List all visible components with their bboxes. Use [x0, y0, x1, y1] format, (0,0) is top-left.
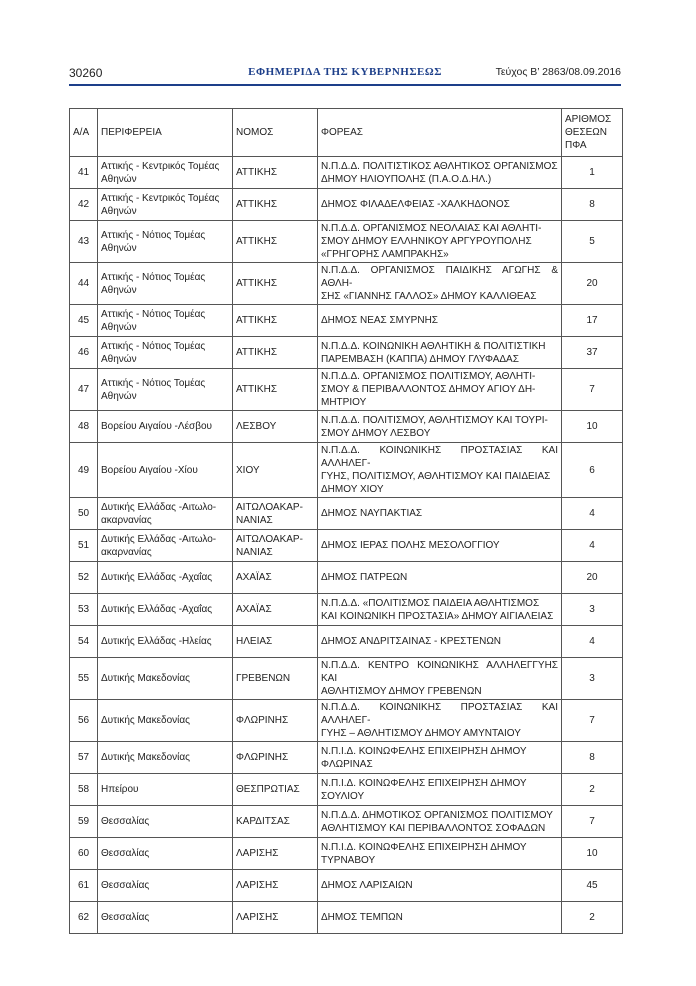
- table-row: [70, 806, 623, 838]
- table-body: [70, 157, 623, 934]
- table-row: [70, 742, 623, 774]
- cell-periferia: Θεσσαλίας: [98, 806, 233, 838]
- table-row: [70, 626, 623, 658]
- column-header-periferia: ΠΕΡΙΦΕΡΕΙΑ: [98, 109, 233, 157]
- cell-nomos: ΑΧΑΪΑΣ: [233, 594, 318, 626]
- cell-theseis: 7: [562, 806, 623, 838]
- cell-aa: 42: [70, 189, 98, 221]
- cell-theseis: 45: [562, 870, 623, 902]
- cell-nomos: ΘΕΣΠΡΩΤΙΑΣ: [233, 774, 318, 806]
- column-header-theseis: ΑΡΙΘΜΟΣ ΘΕΣΕΩΝ ΠΦΑ: [562, 109, 623, 157]
- cell-foreas: Ν.Π.Δ.Δ. ΠΟΛΙΤΙΣΜΟΥ, ΑΘΛΗΤΙΣΜΟΥ ΚΑΙ ΤΟΥΡΙ- ΣΜΟΥ ΔΗΜΟΥ ΛΕΣΒΟΥ: [318, 411, 562, 443]
- cell-aa: 50: [70, 498, 98, 530]
- table-row: [70, 337, 623, 369]
- column-header-foreas: ΦΟΡΕΑΣ: [318, 109, 562, 157]
- cell-periferia: Δυτικής Μακεδονίας: [98, 658, 233, 700]
- cell-periferia: Αττικής - Κεντρικός Τομέας Αθηνών: [98, 189, 233, 221]
- table-row: [70, 189, 623, 221]
- cell-theseis: 5: [562, 221, 623, 263]
- table-row: [70, 700, 623, 742]
- cell-aa: 59: [70, 806, 98, 838]
- cell-aa: 52: [70, 562, 98, 594]
- cell-aa: 58: [70, 774, 98, 806]
- table-row: [70, 157, 623, 189]
- cell-periferia: Ηπείρου: [98, 774, 233, 806]
- cell-theseis: 4: [562, 530, 623, 562]
- cell-aa: 47: [70, 369, 98, 411]
- cell-periferia: Δυτικής Ελλάδας -Αχαΐας: [98, 562, 233, 594]
- cell-foreas: Ν.Π.Δ.Δ. ΚΟΙΝΩΝΙΚΗΣ ΠΡΟΣΤΑΣΙΑΣ ΚΑΙ ΑΛΛΗΛΕΓ- ΓΥΗΣ, ΠΟΛΙΤΙΣΜΟΥ, ΑΘΛΗΤΙΣΜΟΥ ΚΑΙ ΠΑΙΔΕΙΑΣ ΔΗΜΟΥ ΧΙΟΥ: [318, 443, 562, 498]
- table-row: [70, 594, 623, 626]
- cell-foreas: Ν.Π.Δ.Δ. ΚΕΝΤΡΟ ΚΟΙΝΩΝΙΚΗΣ ΑΛΛΗΛΕΓΓΥΗΣ ΚΑΙ ΑΘΛΗΤΙΣΜΟΥ ΔΗΜΟΥ ΓΡΕΒΕΝΩΝ: [318, 658, 562, 700]
- cell-nomos: ΛΑΡΙΣΗΣ: [233, 902, 318, 934]
- cell-aa: 48: [70, 411, 98, 443]
- cell-foreas: Ν.Π.Δ.Δ. ΔΗΜΟΤΙΚΟΣ ΟΡΓΑΝΙΣΜΟΣ ΠΟΛΙΤΙΣΜΟΥ ΑΘΛΗΤΙΣΜΟΥ ΚΑΙ ΠΕΡΙΒΑΛΛΟΝΤΟΣ ΣΟΦΑΔΩΝ: [318, 806, 562, 838]
- table-row: [70, 498, 623, 530]
- cell-foreas: Ν.Π.Δ.Δ. ΟΡΓΑΝΙΣΜΟΣ ΝΕΟΛΑΙΑΣ ΚΑΙ ΑΘΛΗΤΙ- ΣΜΟΥ ΔΗΜΟΥ ΕΛΛΗΝΙΚΟΥ ΑΡΓΥΡΟΥΠΟΛΗΣ «ΓΡΗΓΟΡΗΣ ΛΑΜΠΡΑΚΗΣ»: [318, 221, 562, 263]
- cell-periferia: Θεσσαλίας: [98, 902, 233, 934]
- table-row: [70, 443, 623, 498]
- table-row: [70, 530, 623, 562]
- cell-periferia: Αττικής - Νότιος Τομέας Αθηνών: [98, 337, 233, 369]
- cell-theseis: 7: [562, 700, 623, 742]
- cell-aa: 61: [70, 870, 98, 902]
- cell-foreas: ΔΗΜΟΣ ΝΕΑΣ ΣΜΥΡΝΗΣ: [318, 305, 562, 337]
- cell-nomos: ΓΡΕΒΕΝΩΝ: [233, 658, 318, 700]
- table-row: [70, 658, 623, 700]
- cell-aa: 57: [70, 742, 98, 774]
- cell-aa: 45: [70, 305, 98, 337]
- cell-theseis: 1: [562, 157, 623, 189]
- cell-aa: 49: [70, 443, 98, 498]
- cell-periferia: Δυτικής Μακεδονίας: [98, 742, 233, 774]
- cell-nomos: ΑΧΑΪΑΣ: [233, 562, 318, 594]
- cell-theseis: 20: [562, 263, 623, 305]
- cell-theseis: 7: [562, 369, 623, 411]
- table-row: [70, 838, 623, 870]
- cell-periferia: Αττικής - Νότιος Τομέας Αθηνών: [98, 369, 233, 411]
- issue-reference: Τεύχος Β’ 2863/08.09.2016: [495, 66, 621, 78]
- cell-foreas: ΔΗΜΟΣ ΤΕΜΠΩΝ: [318, 902, 562, 934]
- cell-foreas: ΔΗΜΟΣ ΠΑΤΡΕΩΝ: [318, 562, 562, 594]
- table-row: [70, 774, 623, 806]
- cell-foreas: Ν.Π.Ι.Δ. ΚΟΙΝΩΦΕΛΗΣ ΕΠΙΧΕΙΡΗΣΗ ΔΗΜΟΥ ΤΥΡΝΑΒΟΥ: [318, 838, 562, 870]
- cell-theseis: 2: [562, 902, 623, 934]
- cell-nomos: ΑΙΤΩΛΟΑΚΑΡ- ΝΑΝΙΑΣ: [233, 498, 318, 530]
- table-header-row: [70, 109, 623, 157]
- cell-foreas: Ν.Π.Ι.Δ. ΚΟΙΝΩΦΕΛΗΣ ΕΠΙΧΕΙΡΗΣΗ ΔΗΜΟΥ ΣΟΥΛΙΟΥ: [318, 774, 562, 806]
- header-rule: [69, 84, 621, 86]
- cell-periferia: Δυτικής Ελλάδας -Αιτωλο- ακαρνανίας: [98, 498, 233, 530]
- cell-theseis: 3: [562, 658, 623, 700]
- cell-nomos: ΗΛΕΙΑΣ: [233, 626, 318, 658]
- table-row: [70, 221, 623, 263]
- cell-periferia: Θεσσαλίας: [98, 870, 233, 902]
- cell-foreas: Ν.Π.Δ.Δ. ΚΟΙΝΩΝΙΚΗ ΑΘΛΗΤΙΚΗ & ΠΟΛΙΤΙΣΤΙΚΗ ΠΑΡΕΜΒΑΣΗ (ΚΑΠΠΑ) ΔΗΜΟΥ ΓΛΥΦΑΔΑΣ: [318, 337, 562, 369]
- cell-nomos: ΑΤΤΙΚΗΣ: [233, 263, 318, 305]
- cell-theseis: 17: [562, 305, 623, 337]
- cell-nomos: ΛΑΡΙΣΗΣ: [233, 870, 318, 902]
- table-row: [70, 305, 623, 337]
- journal-title: ΕΦΗΜΕΡΙΔΑ ΤΗΣ ΚΥΒΕΡΝΗΣΕΩΣ: [248, 66, 442, 78]
- cell-periferia: Αττικής - Νότιος Τομέας Αθηνών: [98, 221, 233, 263]
- table-row: [70, 902, 623, 934]
- column-header-nomos: ΝΟΜΟΣ: [233, 109, 318, 157]
- cell-nomos: ΦΛΩΡΙΝΗΣ: [233, 700, 318, 742]
- page-header: [69, 66, 621, 84]
- cell-periferia: Θεσσαλίας: [98, 838, 233, 870]
- cell-theseis: 8: [562, 742, 623, 774]
- cell-periferia: Βορείου Αιγαίου -Λέσβου: [98, 411, 233, 443]
- column-header-aa: Α/Α: [70, 109, 98, 157]
- cell-periferia: Αττικής - Νότιος Τομέας Αθηνών: [98, 263, 233, 305]
- cell-foreas: ΔΗΜΟΣ ΙΕΡΑΣ ΠΟΛΗΣ ΜΕΣΟΛΟΓΓΙΟΥ: [318, 530, 562, 562]
- cell-aa: 56: [70, 700, 98, 742]
- cell-nomos: ΑΤΤΙΚΗΣ: [233, 157, 318, 189]
- cell-theseis: 8: [562, 189, 623, 221]
- cell-theseis: 6: [562, 443, 623, 498]
- cell-periferia: Αττικής - Νότιος Τομέας Αθηνών: [98, 305, 233, 337]
- cell-foreas: Ν.Π.Δ.Δ. «ΠΟΛΙΤΙΣΜΟΣ ΠΑΙΔΕΙΑ ΑΘΛΗΤΙΣΜΟΣ ΚΑΙ ΚΟΙΝΩΝΙΚΗ ΠΡΟΣΤΑΣΙΑ» ΔΗΜΟΥ ΑΙΓΙΑΛΕΙΑΣ: [318, 594, 562, 626]
- cell-theseis: 10: [562, 838, 623, 870]
- cell-aa: 51: [70, 530, 98, 562]
- cell-nomos: ΚΑΡΔΙΤΣΑΣ: [233, 806, 318, 838]
- cell-theseis: 20: [562, 562, 623, 594]
- cell-aa: 54: [70, 626, 98, 658]
- cell-periferia: Δυτικής Ελλάδας -Αιτωλο- ακαρνανίας: [98, 530, 233, 562]
- cell-periferia: Αττικής - Κεντρικός Τομέας Αθηνών: [98, 157, 233, 189]
- cell-periferia: Δυτικής Μακεδονίας: [98, 700, 233, 742]
- table-row: [70, 263, 623, 305]
- table-row: [70, 411, 623, 443]
- cell-aa: 43: [70, 221, 98, 263]
- cell-aa: 62: [70, 902, 98, 934]
- cell-nomos: ΦΛΩΡΙΝΗΣ: [233, 742, 318, 774]
- table-row: [70, 870, 623, 902]
- cell-periferia: Δυτικής Ελλάδας -Αχαΐας: [98, 594, 233, 626]
- cell-foreas: Ν.Π.Δ.Δ. ΟΡΓΑΝΙΣΜΟΣ ΠΟΛΙΤΙΣΜΟΥ, ΑΘΛΗΤΙ- ΣΜΟΥ & ΠΕΡΙΒΑΛΛΟΝΤΟΣ ΔΗΜΟΥ ΑΓΙΟΥ ΔΗ- ΜΗΤΡΙΟΥ: [318, 369, 562, 411]
- cell-nomos: ΑΙΤΩΛΟΑΚΑΡ- ΝΑΝΙΑΣ: [233, 530, 318, 562]
- cell-theseis: 37: [562, 337, 623, 369]
- cell-periferia: Δυτικής Ελλάδας -Ηλείας: [98, 626, 233, 658]
- cell-theseis: 2: [562, 774, 623, 806]
- cell-foreas: Ν.Π.Δ.Δ. ΟΡΓΑΝΙΣΜΟΣ ΠΑΙΔΙΚΗΣ ΑΓΩΓΗΣ & ΑΘΛΗ- ΣΗΣ «ΓΙΑΝΝΗΣ ΓΑΛΛΟΣ» ΔΗΜΟΥ ΚΑΛΛΙΘΕΑΣ: [318, 263, 562, 305]
- table-row: [70, 562, 623, 594]
- cell-foreas: Ν.Π.Ι.Δ. ΚΟΙΝΩΦΕΛΗΣ ΕΠΙΧΕΙΡΗΣΗ ΔΗΜΟΥ ΦΛΩΡΙΝΑΣ: [318, 742, 562, 774]
- cell-nomos: ΑΤΤΙΚΗΣ: [233, 369, 318, 411]
- cell-foreas: ΔΗΜΟΣ ΑΝΔΡΙΤΣΑΙΝΑΣ - ΚΡΕΣΤΕΝΩΝ: [318, 626, 562, 658]
- cell-theseis: 10: [562, 411, 623, 443]
- cell-periferia: Βορείου Αιγαίου -Χίου: [98, 443, 233, 498]
- cell-nomos: ΧΙΟΥ: [233, 443, 318, 498]
- cell-foreas: Ν.Π.Δ.Δ. ΠΟΛΙΤΙΣΤΙΚΟΣ ΑΘΛΗΤΙΚΟΣ ΟΡΓΑΝΙΣΜΟΣ ΔΗΜΟΥ ΗΛΙΟΥΠΟΛΗΣ (Π.Α.Ο.Δ.ΗΛ.): [318, 157, 562, 189]
- cell-nomos: ΑΤΤΙΚΗΣ: [233, 189, 318, 221]
- cell-nomos: ΑΤΤΙΚΗΣ: [233, 305, 318, 337]
- cell-theseis: 4: [562, 626, 623, 658]
- cell-aa: 44: [70, 263, 98, 305]
- cell-nomos: ΛΕΣΒΟΥ: [233, 411, 318, 443]
- positions-table: [69, 108, 623, 934]
- table-row: [70, 369, 623, 411]
- page-number: 30260: [69, 66, 103, 80]
- cell-foreas: ΔΗΜΟΣ ΦΙΛΑΔΕΛΦΕΙΑΣ -ΧΑΛΚΗΔΟΝΟΣ: [318, 189, 562, 221]
- cell-foreas: ΔΗΜΟΣ ΝΑΥΠΑΚΤΙΑΣ: [318, 498, 562, 530]
- cell-aa: 55: [70, 658, 98, 700]
- cell-aa: 53: [70, 594, 98, 626]
- cell-aa: 60: [70, 838, 98, 870]
- cell-nomos: ΛΑΡΙΣΗΣ: [233, 838, 318, 870]
- cell-theseis: 3: [562, 594, 623, 626]
- cell-aa: 41: [70, 157, 98, 189]
- cell-aa: 46: [70, 337, 98, 369]
- cell-foreas: ΔΗΜΟΣ ΛΑΡΙΣΑΙΩΝ: [318, 870, 562, 902]
- cell-theseis: 4: [562, 498, 623, 530]
- cell-nomos: ΑΤΤΙΚΗΣ: [233, 337, 318, 369]
- cell-foreas: Ν.Π.Δ.Δ. ΚΟΙΝΩΝΙΚΗΣ ΠΡΟΣΤΑΣΙΑΣ ΚΑΙ ΑΛΛΗΛΕΓ- ΓΥΗΣ – ΑΘΛΗΤΙΣΜΟΥ ΔΗΜΟΥ ΑΜΥΝΤΑΙΟΥ: [318, 700, 562, 742]
- cell-nomos: ΑΤΤΙΚΗΣ: [233, 221, 318, 263]
